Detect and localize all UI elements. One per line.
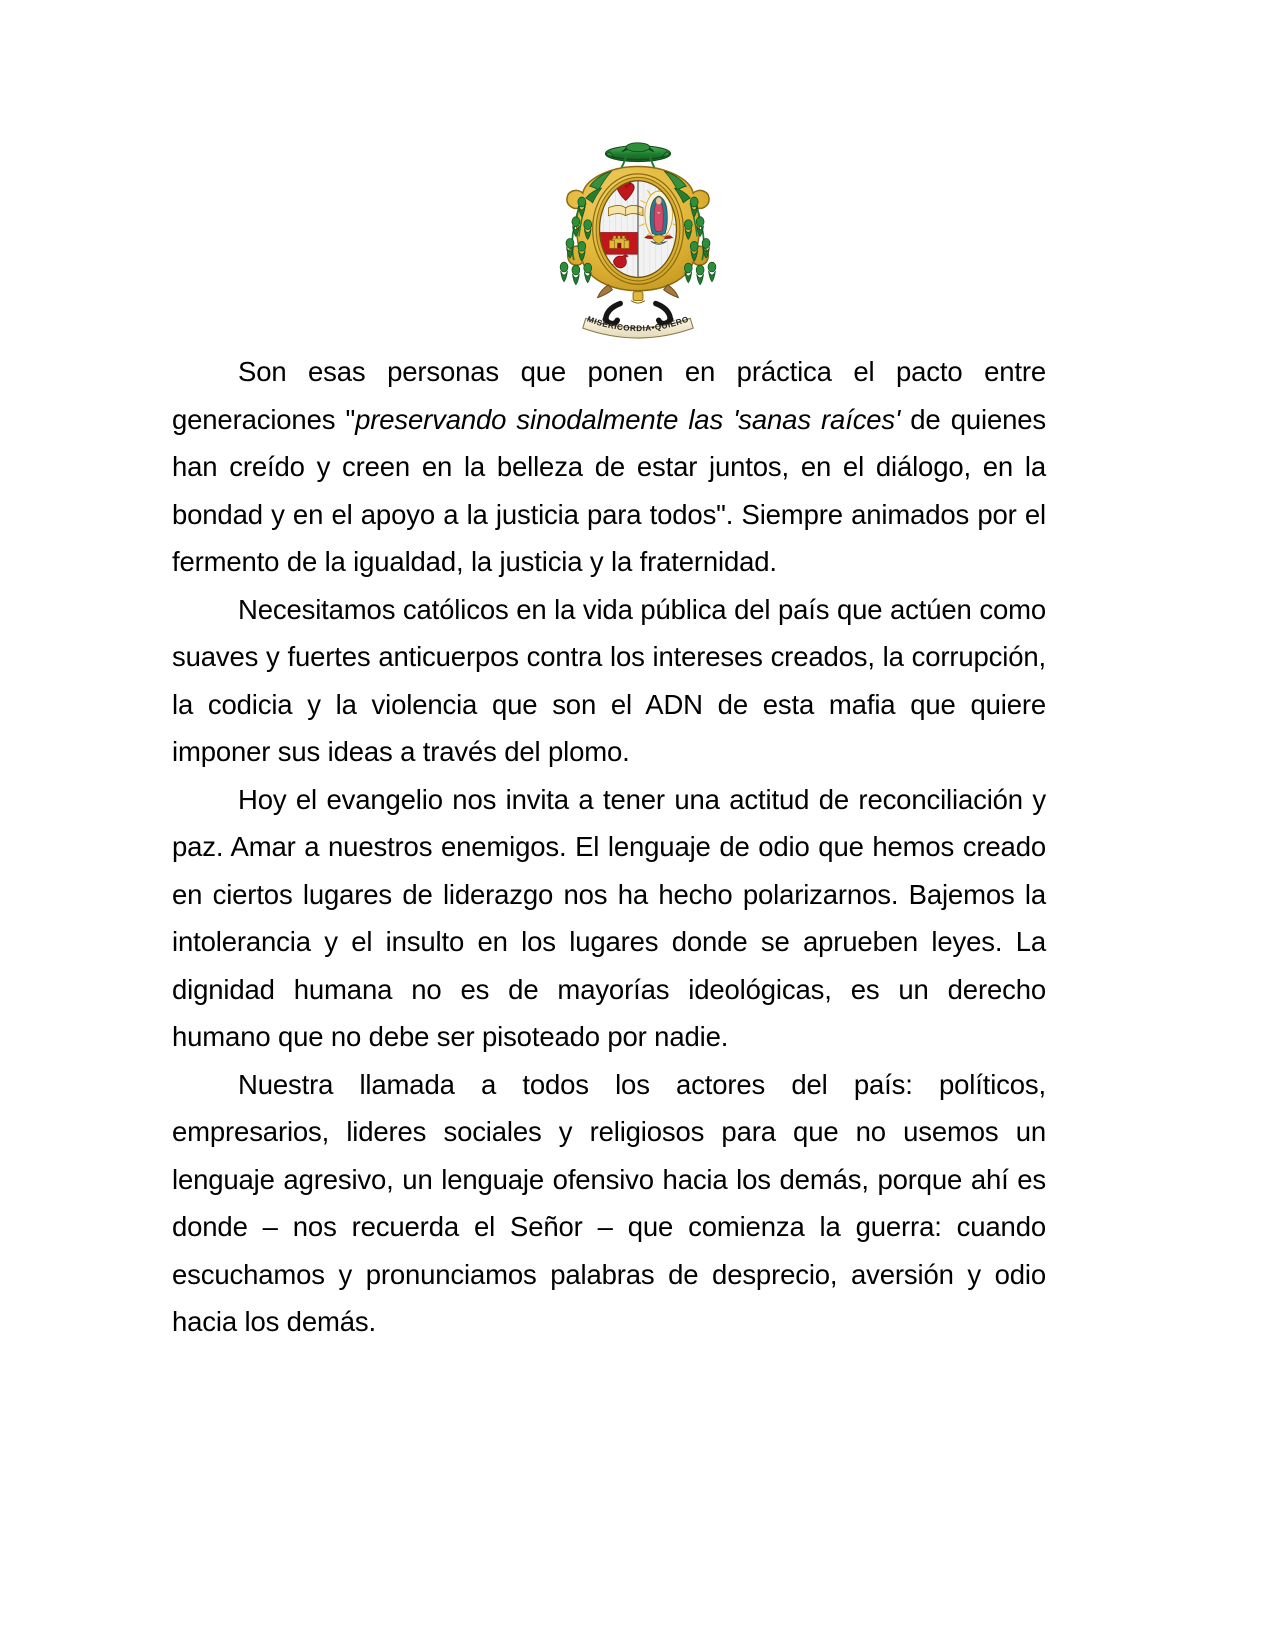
paragraph-4 [172, 1061, 1046, 1346]
para-2-run-0: Necesitamos católicos en la vida pública del país que actúen como suaves y fuertes anticuerpos contra los intereses creados, la corrupción, la codicia y la violencia que son el ADN de esta mafia que quiere imponer sus ideas a través del plomo. [172, 593, 1046, 767]
motto-ribbon [582, 315, 692, 339]
motto-text: MISERICORDIA•QUIERO [585, 314, 690, 334]
para-1-run-1-italic: preservando sinodalmente las 'sanas raíces' [355, 403, 901, 435]
paragraph-3 [172, 776, 1046, 1061]
paragraph-1 [172, 348, 1046, 586]
crozier-icon [602, 304, 673, 324]
para-1-run-0: Son esas personas que ponen en práctica el pacto entre generaciones " [172, 356, 1046, 435]
coat-of-arms-container [0, 128, 1275, 340]
document-text-body [172, 348, 1046, 1346]
paragraph-2 [172, 586, 1046, 776]
para-4-run-0: Nuestra llamada a todos los actores del país: políticos, empresarios, lideres sociales y religiosos para que no usemos un lenguaje agresivo, un lenguaje ofensivo hacia los demás, porque ahí es donde – nos recuerda el Señor – que comienza la guerra: cuando escuchamos y pronunciamos palabras de desprecio, aversión y odio hacia los demás. [172, 1068, 1046, 1337]
galero-icon [605, 143, 670, 162]
coat-of-arms-icon [534, 128, 742, 340]
para-1-run-2: de quienes han creído y creen en la belleza de estar juntos, en el diálogo, en la bondad y en el apoyo a la justicia para todos". Siempre animados por el fermento de la igualdad, la justicia y la fraternidad. [172, 403, 1046, 577]
para-3-run-0: Hoy el evangelio nos invita a tener una actitud de reconciliación y paz. Amar a nuestros enemigos. El lenguaje de odio que hemos creado en ciertos lugares de liderazgo nos ha hecho polarizarnos. Bajemos la intolerancia y el insulto en los lugares donde se aprueben leyes. La dignidad humana no es de mayorías ideológicas, es un derecho humano que no debe ser pisoteado por nadie. [172, 783, 1046, 1052]
